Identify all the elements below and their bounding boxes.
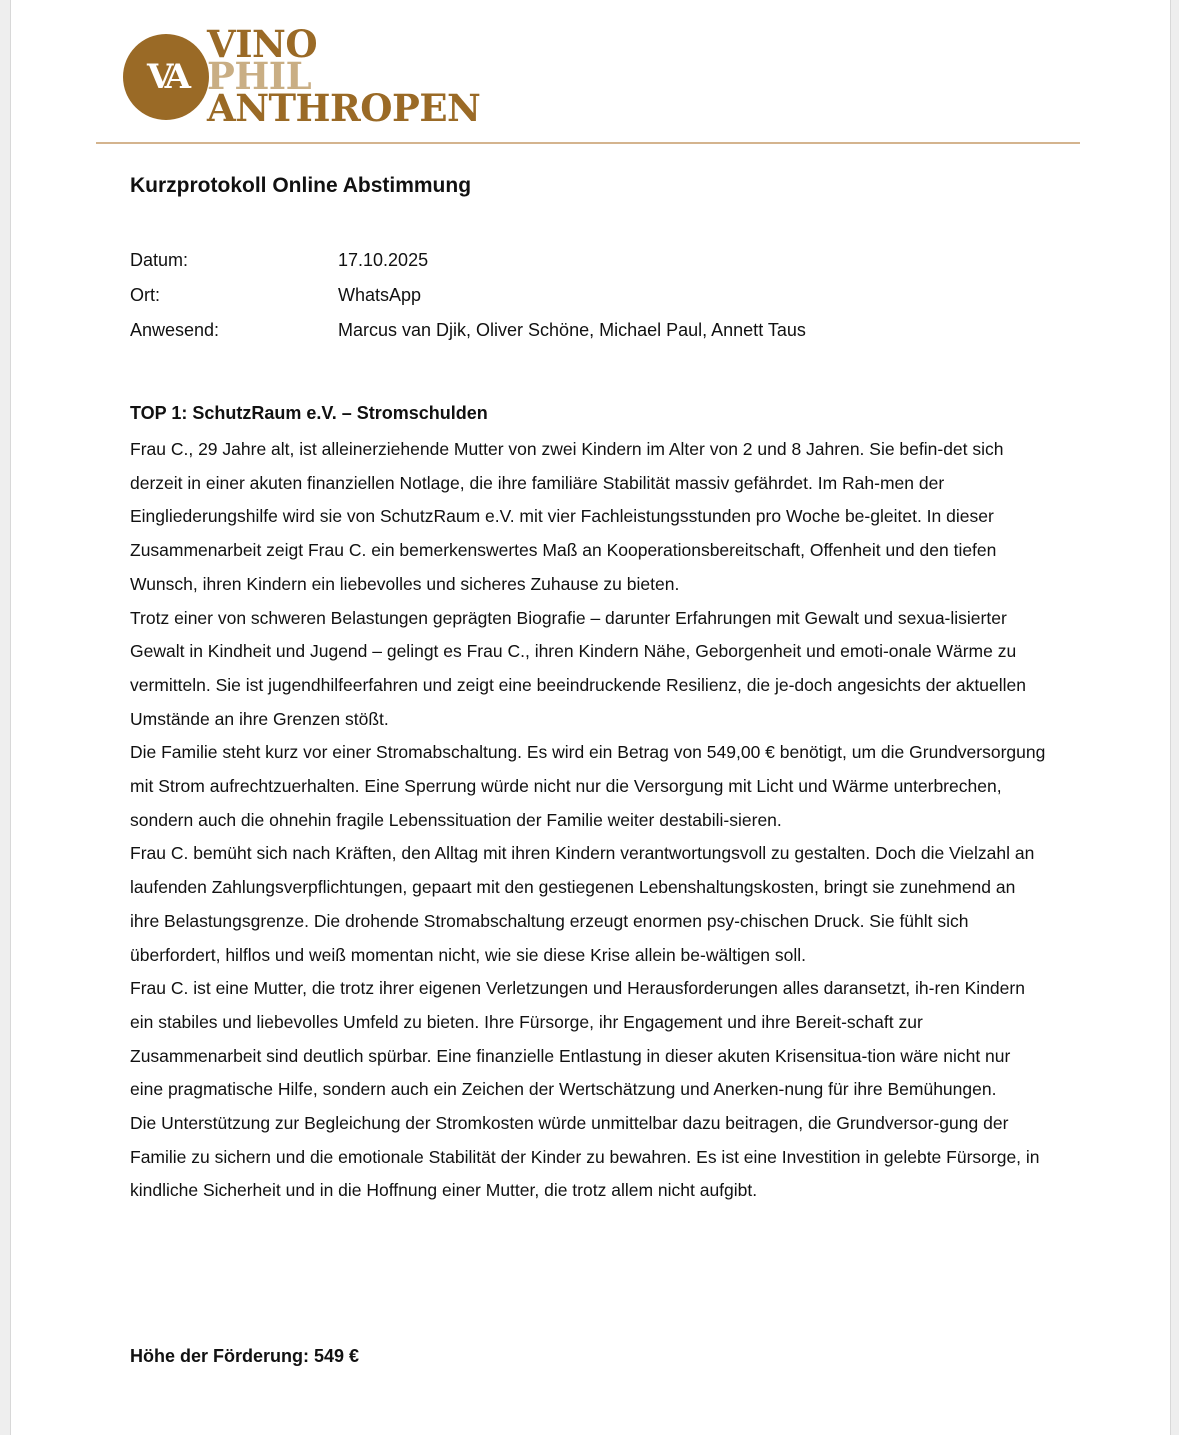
logo-text-vino: VINO [207,22,318,66]
meta-label: Anwesend: [130,320,220,340]
document-title: Kurzprotokoll Online Abstimmung [130,174,472,197]
body-paragraph: Frau C. ist eine Mutter, die trotz ihrer eigenen Verletzungen und Herausforderungen alles daransetzt, ih-ren Kindern ein stabiles und liebevolles Umfeld zu bieten. Ihre Fürsorge, ihr Engagement und ihre Bereit-schaft zur Zusammenarbeit sind deutlich spürbar. Eine finanzielle Entlastung in dieser akuten Krisensitua-tion wäre nicht nur eine pragmatische Hilfe, sondern auch ein Zeichen der Wertschätzung und Anerken-nung für ihre Bemühungen. [130,978,1025,1100]
vinophilanthropen-logo [123,22,503,130]
meta-row-date [130,247,1060,282]
meta-label: Datum: [130,250,189,270]
logo-text-phil: PHIL [207,54,312,98]
meta-value: Marcus van Djik, Oliver Schöne, Michael Paul, Annett Taus [338,320,806,340]
meta-value: WhatsApp [338,285,422,305]
body-paragraph: Frau C. bemüht sich nach Kräften, den Alltag mit ihren Kindern verantwortungsvoll zu gestalten. Doch die Vielzahl an laufenden Zahlungsverpflichtungen, gepaart mit den gestiegenen Lebenshaltungskosten, bringt sie zunehmend an ihre Belastungsgrenze. Die drohende Stromabschaltung erzeugt enormen psy-chischen Druck. Sie fühlt sich überfordert, hilflos und weiß momentan nicht, wie sie diese Krise allein be-wältigen soll. [130,843,1035,965]
body-paragraph: Trotz einer von schweren Belastungen geprägten Biografie – darunter Erfahrungen mit Gewalt und sexua-lisierter Gewalt in Kindheit und Jugend – gelingt es Frau C., ihren Kindern Nähe, Geborgenheit und emoti-onale Wärme zu vermitteln. Sie ist jugendhilfeerfahren und zeigt eine beeindruckende Resilienz, die je-doch angesichts der aktuellen Umstände an ihre Grenzen stößt. [130,607,1026,729]
header-divider [96,142,1080,144]
meta-value: 17.10.2025 [338,250,429,270]
meta-label: Ort: [130,285,160,305]
agenda-item-body [130,433,1048,1208]
logo-text-anthropen: ANTHROPEN [207,86,481,130]
meta-row-attendees [130,317,1060,352]
funding-amount: Höhe der Förderung: 549 € [130,1346,360,1366]
agenda-item-heading: TOP 1: SchutzRaum e.V. – Stromschulden [130,403,488,423]
logo-monogram: VA [146,57,186,97]
body-paragraph: Frau C., 29 Jahre alt, ist alleinerziehende Mutter von zwei Kindern im Alter von 2 und 8 Jahren. Sie befin-det sich derzeit in einer akuten finanziellen Notlage, die ihre familiäre Stabilität massiv gefährdet. Im Rah-men der Eingliederungshilfe wird sie von SchutzRaum e.V. mit vier Fachleistungsstunden pro Woche be-gleitet. In dieser Zusammenarbeit zeigt Frau C. ein bemerkenswertes Maß an Kooperationsbereitschaft, Offenheit und den tiefen Wunsch, ihren Kindern ein liebevolles und sicheres Zuhause zu bieten. [130,439,1004,594]
body-paragraph: Die Unterstützung zur Begleichung der Stromkosten würde unmittelbar dazu beitragen, die Grundversor-gung der Familie zu sichern und die emotionale Stabilität der Kinder zu bewahren. Es ist eine Investition in gelebte Fürsorge, in kindliche Sicherheit und in die Hoffnung einer Mutter, die trotz allem nicht aufgibt. [130,1113,1040,1201]
document-page [10,0,1171,1435]
meta-table [130,247,1060,352]
body-paragraph: Die Familie steht kurz vor einer Stromabschaltung. Es wird ein Betrag von 549,00 € benötigt, um die Grundversorgung mit Strom aufrechtzuerhalten. Eine Sperrung würde nicht nur die Versorgung mit Licht und Wärme unterbrechen, sondern auch die ohnehin fragile Lebenssituation der Familie weiter destabili-sieren. [130,742,1046,830]
meta-row-location [130,282,1060,317]
